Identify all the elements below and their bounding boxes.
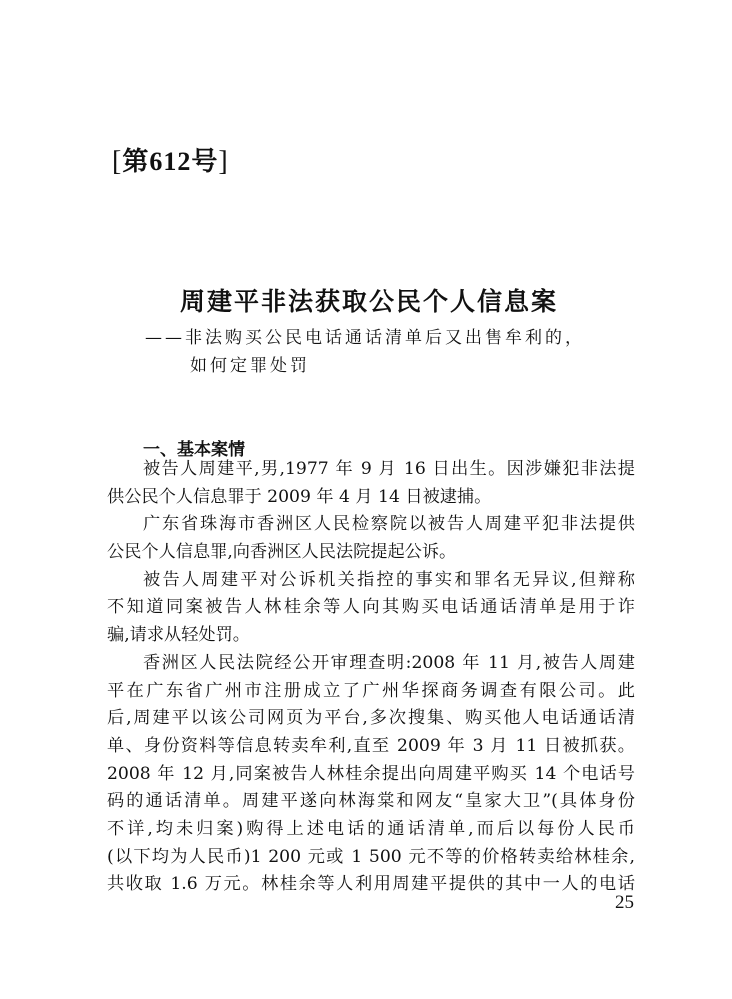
case-subtitle-line-2: 如何定罪处罚 bbox=[190, 356, 310, 376]
body-text bbox=[107, 456, 635, 899]
case-number-open-bracket: [ bbox=[112, 146, 123, 177]
case-number-label: 第612号 bbox=[122, 147, 219, 176]
body-line: 供公民个人信息罪于 2009 年 4 月 14 日被逮捕。 bbox=[107, 486, 492, 507]
case-title: 周建平非法获取公民个人信息案 bbox=[180, 287, 559, 316]
body-line: 被告人周建平对公诉机关指控的事实和罪名无异议,但辩称 bbox=[143, 569, 635, 590]
page-number: 25 bbox=[615, 892, 634, 913]
body-line: (以下均为人民币)1 200 元或 1 500 元不等的价格转卖给林桂余, bbox=[107, 846, 635, 867]
case-subtitle-line-1: ——非法购买公民电话通话清单后又出售牟利的， bbox=[145, 328, 585, 348]
body-line: 不知道同案被告人林桂余等人向其购买电话通话清单是用于诈 bbox=[107, 597, 635, 618]
body-line: 广东省珠海市香洲区人民检察院以被告人周建平犯非法提供 bbox=[143, 514, 635, 535]
body-line: 被告人周建平,男,1977 年 9 月 16 日出生。因涉嫌犯非法提 bbox=[143, 459, 635, 479]
body-line: 平在广东省广州市注册成立了广州华探商务调查有限公司。此 bbox=[107, 680, 635, 701]
body-line: 单、身份资料等信息转卖牟利,直至 2009 年 3 月 11 日被抓获。 bbox=[107, 735, 635, 756]
body-line: 码的通话清单。周建平遂向林海棠和网友“皇家大卫”(具体身份 bbox=[107, 791, 635, 812]
case-number bbox=[112, 141, 229, 178]
body-line: 共收取 1.6 万元。林桂余等人利用周建平提供的其中一人的电话 bbox=[107, 874, 635, 895]
section-heading: 一、基本案情 bbox=[143, 440, 245, 460]
body-line: 2008 年 12 月,同案被告人林桂余提出向周建平购买 14 个电话号 bbox=[107, 763, 635, 784]
body-line: 后,周建平以该公司网页为平台,多次搜集、购买他人电话通话清 bbox=[107, 708, 635, 729]
body-line: 香洲区人民法院经公开审理查明:2008 年 11 月,被告人周建 bbox=[143, 652, 635, 673]
body-line: 公民个人信息罪,向香洲区人民法院提起公诉。 bbox=[107, 542, 457, 563]
body-line: 骗,请求从轻处罚。 bbox=[107, 625, 250, 646]
case-number-close-bracket: ] bbox=[218, 146, 229, 177]
body-line: 不详,均未归案)购得上述电话的通话清单,而后以每份人民币 bbox=[107, 818, 635, 839]
